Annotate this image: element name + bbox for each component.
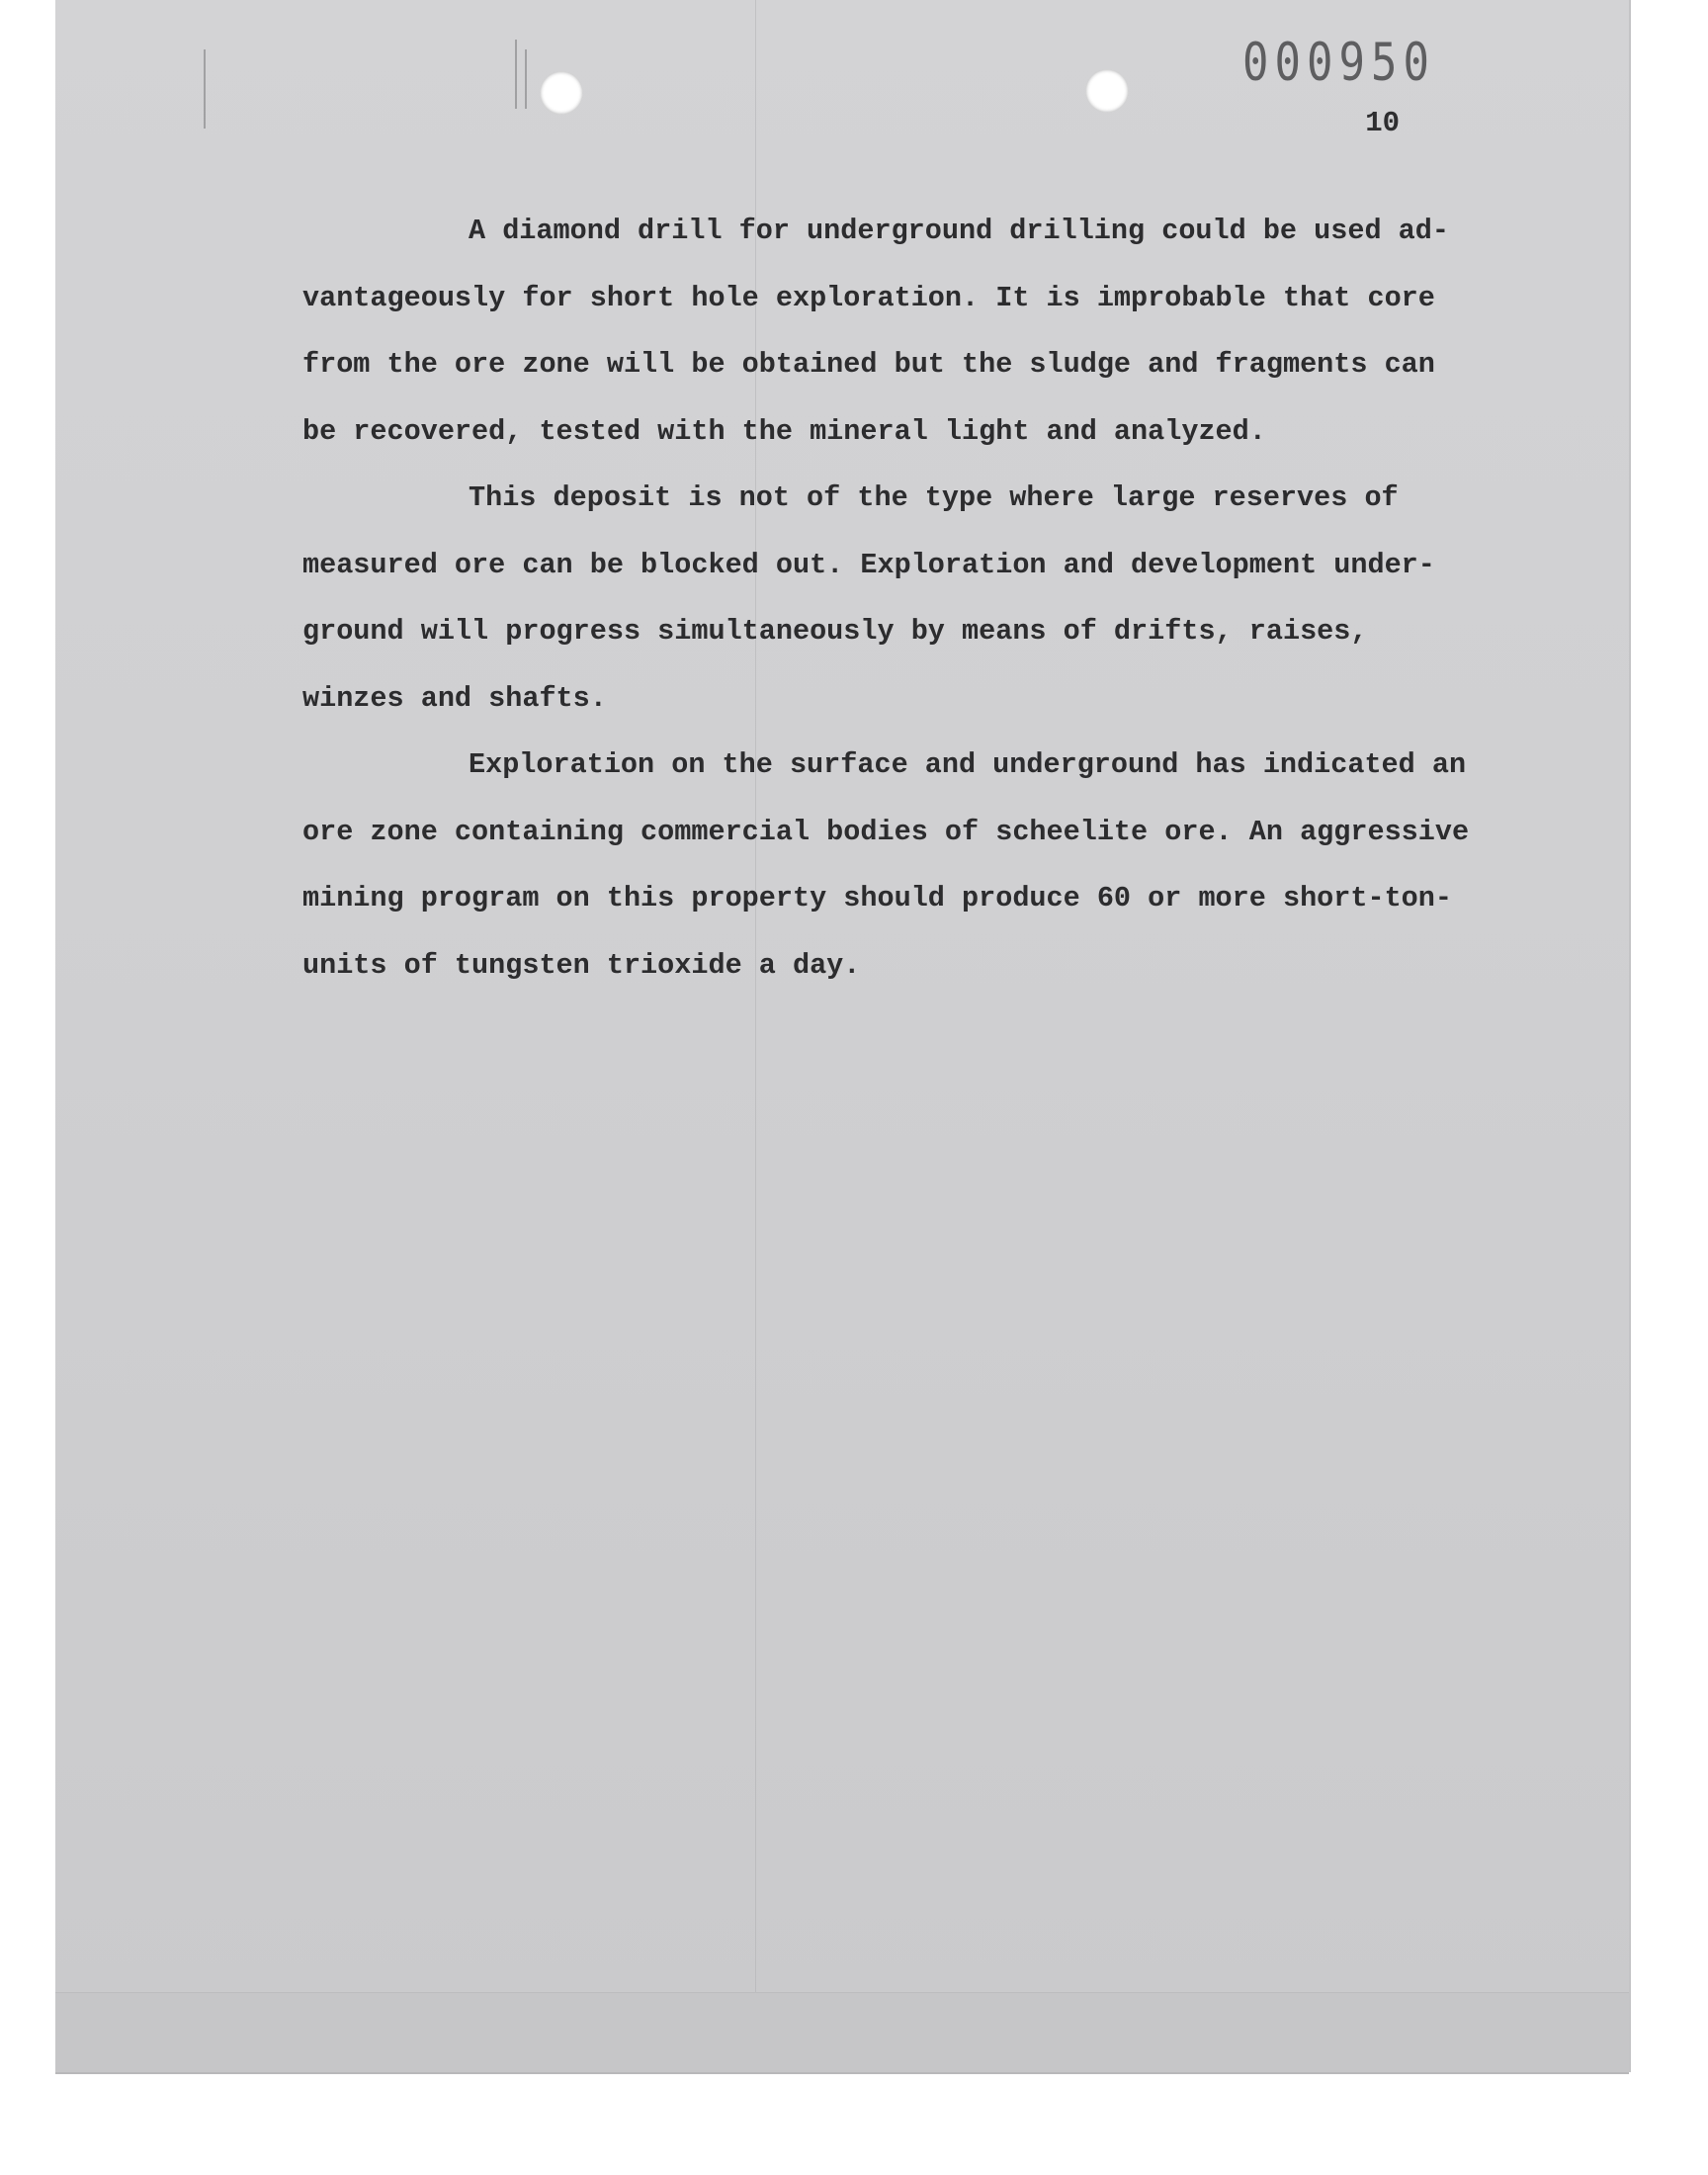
text-line: from the ore zone will be obtained but the sludge and fragments can: [302, 348, 1435, 381]
text-line: units of tungsten trioxide a day.: [302, 948, 861, 982]
text-line: ore zone containing commercial bodies of scheelite ore. An aggressive: [302, 815, 1470, 848]
text-line: ground will progress simultaneously by means of drifts, raises,: [302, 615, 1368, 648]
text-line: This deposit is not of the type where large reserves of: [469, 481, 1399, 514]
document-page: [55, 0, 1629, 2072]
text-line: vantageously for short hole exploration. It is improbable that core: [302, 281, 1435, 314]
text-line: A diamond drill for underground drilling could be used ad-: [469, 215, 1449, 247]
punch-hole-right: [1085, 69, 1129, 113]
text-line: mining program on this property should produce 60 or more short-ton-: [302, 882, 1452, 914]
document-number: 000950: [1242, 32, 1435, 94]
text-line: measured ore can be blocked out. Exploration and development under-: [302, 548, 1435, 581]
paragraph-1: [302, 198, 1508, 465]
paragraph-2: [302, 465, 1508, 732]
document-body: [302, 198, 1508, 999]
text-line: be recovered, tested with the mineral light and analyzed.: [302, 414, 1266, 448]
page-number: 10: [1365, 107, 1400, 139]
text-line: Exploration on the surface and underground has indicated an: [469, 748, 1467, 781]
bleed-through-mark: [204, 49, 206, 129]
text-line: winzes and shafts.: [302, 681, 607, 715]
bleed-through-mark: [525, 49, 527, 109]
bleed-through-mark: [515, 40, 517, 109]
page-bottom-edge: [55, 1992, 1629, 2072]
paragraph-3: [302, 732, 1508, 999]
punch-hole-left: [540, 71, 583, 115]
